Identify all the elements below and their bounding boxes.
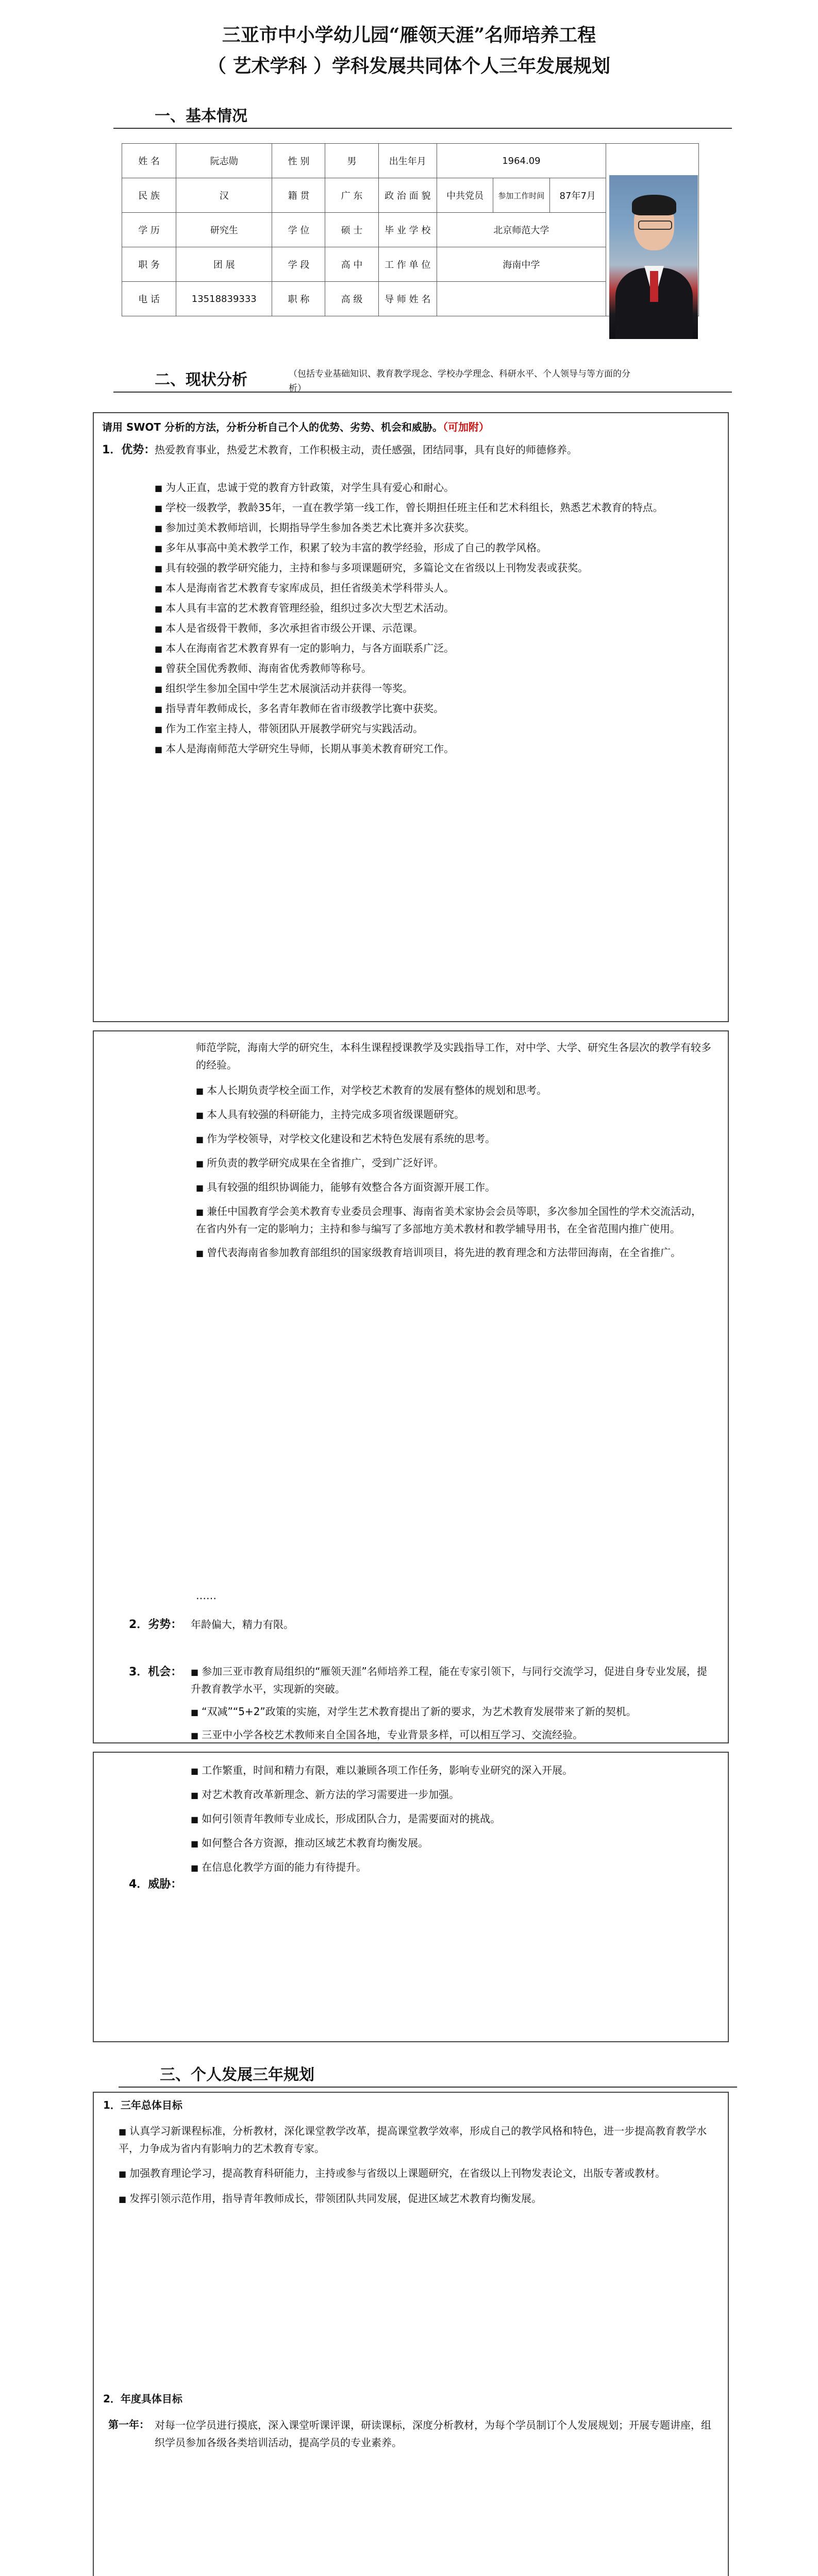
strength-item: ■ 学校一级教学，教龄35年，一直在教学第一线工作，曾长期担任班主任和艺术科组长，熟悉艺术教育的特点。 (155, 499, 716, 517)
cell-value-degree: 硕 士 (325, 213, 378, 247)
threat-item: ■ 工作繁重，时间和精力有限，难以兼顾各项工作任务，影响专业研究的深入开展。 (191, 1762, 716, 1780)
strength-continued-item: ■ 本人长期负责学校全面工作，对学校艺术教育的发展有整体的规划和思考。 (196, 1082, 711, 1099)
cell-label-origin: 籍 贯 (272, 178, 325, 213)
strength-continued-first: 师范学院，海南大学的研究生，本科生课程授课教学及实践指导工作，对中学、大学、研究生各层次的教学有较多的经验。 (196, 1041, 711, 1071)
cell-value-origin: 广 东 (325, 178, 378, 213)
strength-continued-item: ■ 兼任中国教育学会美术教育专业委员会理事、海南省美术家协会会员等职，多次参加全国性的学术交流活动，在省内外有一定的影响力；主持和参与编写了多部地方美术教材和教学辅导用书，在全省范围内推广使用。 (196, 1203, 711, 1238)
strength-continued-item: ■ 曾代表海南省参加教育部组织的国家级教育培训项目，将先进的教育理念和方法带回海南，在全省推广。 (196, 1244, 711, 1262)
overall-goal-item: ■ 发挥引领示范作用，指导青年教师成长，带领团队共同发展，促进区域艺术教育均衡发展。 (119, 2190, 711, 2208)
cell-value-phone: 13518839333 (176, 282, 272, 316)
threat-label: 4．威胁： (129, 1878, 182, 1891)
threat-item: ■ 对艺术教育改革新理念、新方法的学习需要进一步加强。 (191, 1786, 716, 1804)
overall-goal-item: ■ 认真学习新课程标准，分析教材，深化课堂教学改革，提高课堂教学效率，形成自己的教学风格和特色，进一步提高教育教学水平，力争成为省内有影响力的艺术教育专家。 (119, 2123, 711, 2157)
strength-item: ■ 为人正直，忠诚于党的教育方针政策，对学生具有爱心和耐心。 (155, 479, 716, 497)
cell-label-politics: 政 治 面 貌 (378, 178, 437, 213)
strength-item: ■ 多年从事高中美术教学工作，积累了较为丰富的教学经验，形成了自己的教学风格。 (155, 539, 716, 557)
cell-label-work-start: 参加工作时间 (493, 178, 549, 213)
opportunity-label: 3．机会： (129, 1666, 182, 1679)
plan-box (93, 2092, 729, 2576)
cell-value-workplace: 海南中学 (437, 247, 606, 282)
cell-label-position: 职 务 (122, 247, 176, 282)
overall-goal-heading: 1．三年总体目标 (103, 2099, 182, 2111)
strength-item: ■ 具有较强的教学研究能力，主持和参与多项课题研究，多篇论文在省级以上刊物发表或获奖。 (155, 560, 716, 577)
section-plan-title (160, 2062, 675, 2088)
weakness-text: 年龄偏大，精力有限。 (191, 1618, 294, 1631)
cell-label-birth: 出生年月 (378, 144, 437, 178)
strength-ellipsis: …… (196, 1589, 216, 1602)
doc-title-line1: 三亚市中小学幼儿园“雁领天涯”名师培养工程 (222, 24, 596, 46)
strength-item: ■ 组织学生参加全国中学生艺术展演活动并获得一等奖。 (155, 680, 716, 698)
cell-label-title: 职 称 (272, 282, 325, 316)
threat-item: ■ 如何整合各方资源，推动区域艺术教育均衡发展。 (191, 1835, 716, 1852)
cell-label-name: 姓 名 (122, 144, 176, 178)
cell-value-position: 团 展 (176, 247, 272, 282)
cell-label-school: 毕 业 学 校 (378, 213, 437, 247)
strength-continued-item: ■ 所负责的教学研究成果在全省推广，受到广泛好评。 (196, 1155, 711, 1172)
cell-label-stage: 学 段 (272, 247, 325, 282)
section-plan-label: 三、个人发展三年规划 (160, 2066, 314, 2084)
strength-item: ■ 本人在海南省艺术教育界有一定的影响力，与各方面联系广泛。 (155, 640, 716, 657)
cell-label-mentor: 导 师 姓 名 (378, 282, 437, 316)
portrait-photo (609, 175, 698, 339)
cell-value-education: 研究生 (176, 213, 272, 247)
swot-intro-text: 请用 SWOT 分析的方法，分析分析自己个人的优势、劣势、机会和威胁。 (102, 421, 443, 433)
opportunity-item: ■ “双减”“5+2”政策的实施，对学生艺术教育提出了新的要求，为艺术教育发展带来了新的契机。 (191, 1703, 716, 1721)
opportunity-item: ■ 参加三亚市教育局组织的“雁领天涯”名师培养工程，能在专家引领下，与同行交流学习，促进自身专业发展，提升教育教学水平，实现新的突破。 (191, 1663, 716, 1698)
cell-value-stage: 高 中 (325, 247, 378, 282)
strength-item: ■ 本人是海南师范大学研究生导师，长期从事美术教育研究工作。 (155, 740, 716, 758)
cell-value-mentor (437, 282, 606, 316)
cell-label-ethnic: 民 族 (122, 178, 176, 213)
opportunity-item: ■ 三亚中小学各校艺术教师来自全国各地，专业背景多样，可以相互学习、交流经验。 (191, 1726, 716, 1744)
cell-value-name: 阮志勋 (176, 144, 272, 178)
strength-continued-item: ■ 本人具有较强的科研能力，主持完成多项省级课题研究。 (196, 1106, 711, 1124)
weakness-label: 2．劣势： (129, 1618, 182, 1631)
cell-value-school: 北京师范大学 (437, 213, 606, 247)
section-basic-info-title (155, 103, 670, 129)
strength-label: 1．优势： (102, 444, 156, 456)
year1-label: 第一年： (108, 2418, 149, 2431)
strength-item: ■ 指导青年教师成长，多名青年教师在省市级教学比赛中获奖。 (155, 700, 716, 718)
strength-item: ■ 本人是省级骨干教师，多次承担省市级公开课、示范课。 (155, 620, 716, 637)
cell-label-gender: 性 别 (272, 144, 325, 178)
cell-label-phone: 电 话 (122, 282, 176, 316)
strength-item: ■ 作为工作室主持人，带领团队开展教学研究与实践活动。 (155, 720, 716, 738)
cell-label-education: 学 历 (122, 213, 176, 247)
strength-item: ■ 曾获全国优秀教师、海南省优秀教师等称号。 (155, 660, 716, 677)
cell-label-workplace: 工 作 单 位 (378, 247, 437, 282)
strength-item: ■ 本人是海南省艺术教育专家库成员，担任省级美术学科带头人。 (155, 580, 716, 597)
section-status-label: 二、现状分析 (155, 371, 247, 389)
cell-value-work-start: 87年7月 (549, 178, 606, 213)
year1-text: 对每一位学员进行摸底，深入课堂听课评课，研读课标，深度分析教材，为每个学员制订个人发展规划；开展专题讲座，组织学员参加各级各类培训活动，提高学员的专业素养。 (155, 2419, 711, 2449)
strength-continued-item: ■ 具有较强的组织协调能力，能够有效整合各方面资源开展工作。 (196, 1179, 711, 1196)
cell-value-title: 高 级 (325, 282, 378, 316)
cell-value-gender: 男 (325, 144, 378, 178)
status-note: （包括专业基础知识、教育教学现念、学校办学理念、科研水平、个人领导与等方面的分析） (289, 369, 630, 394)
threat-item: ■ 如何引领青年教师专业成长，形成团队合力，是需要面对的挑战。 (191, 1810, 716, 1828)
strength-item: ■ 参加过美术教师培训，长期指导学生参加各类艺术比赛并多次获奖。 (155, 519, 716, 537)
strength-item: ■ 本人具有丰富的艺术教育管理经验，组织过多次大型艺术活动。 (155, 600, 716, 617)
cell-value-ethnic: 汉 (176, 178, 272, 213)
overall-goal-item: ■ 加强教育理论学习，提高教育科研能力，主持或参与省级以上课题研究，在省级以上刊物发表论文，出版专著或教材。 (119, 2165, 711, 2182)
strength-continued-item: ■ 作为学校领导，对学校文化建设和艺术特色发展有系统的思考。 (196, 1130, 711, 1148)
cell-value-politics: 中共党员 (437, 178, 493, 213)
section-basic-info-label: 一、基本情况 (155, 107, 247, 125)
swot-intro (102, 418, 715, 436)
annual-goal-heading: 2．年度具体目标 (103, 2393, 182, 2405)
cell-label-degree: 学 位 (272, 213, 325, 247)
strength-first: 热爱教育事业，热爱艺术教育，工作积极主动，责任感强，团结同事，具有良好的师德修养。 (155, 444, 577, 456)
doc-title-line2: （ 艺术学科 ）学科发展共同体个人三年发展规划 (207, 55, 611, 77)
cell-value-birth: 1964.09 (437, 144, 606, 178)
threat-item: ■ 在信息化教学方面的能力有待提升。 (191, 1859, 716, 1876)
swot-intro-red: （可加附） (443, 421, 490, 433)
